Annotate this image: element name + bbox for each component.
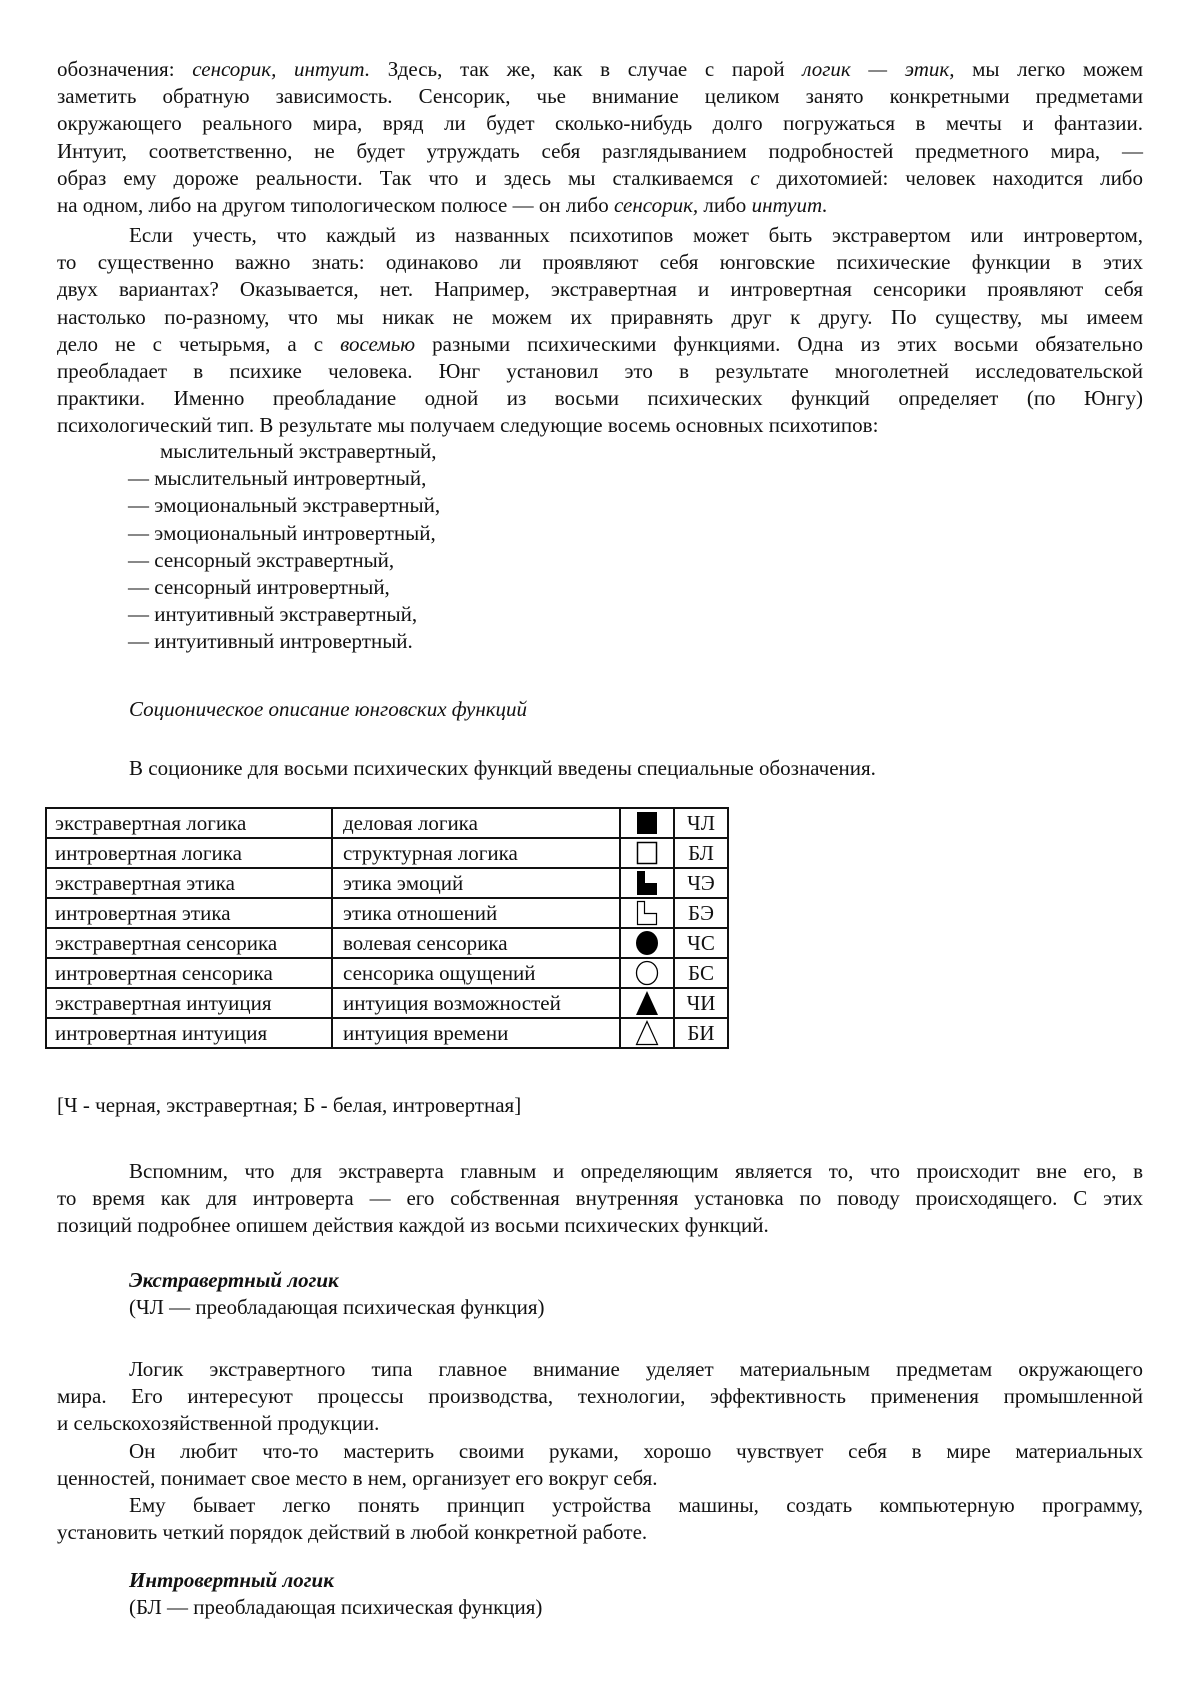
jung-function-cell: экстравертная интуиция bbox=[46, 988, 332, 1018]
text: психологический тип. В результате мы получаем следующие восемь основных психотипов: bbox=[57, 413, 879, 438]
table-row bbox=[46, 808, 728, 838]
text-line bbox=[57, 1438, 1143, 1465]
text: либо bbox=[698, 192, 752, 217]
text-line bbox=[57, 83, 1143, 110]
table-row bbox=[46, 1018, 728, 1048]
text: Вспомним, что для экстраверта главным и определяющим является то, что происходит вне его, в bbox=[129, 1159, 1143, 1183]
function-code-cell: БИ bbox=[674, 1018, 728, 1048]
jung-function-cell: интровертная интуиция bbox=[46, 1018, 332, 1048]
filled-square-icon bbox=[632, 809, 662, 837]
socionic-function-cell: интуиция возможностей bbox=[332, 988, 620, 1018]
psychotype-item: — интуитивный экстравертный, bbox=[128, 602, 418, 627]
symbol-cell bbox=[620, 838, 674, 868]
paragraph-sensor-intuit bbox=[57, 56, 1143, 219]
jung-function-cell: экстравертная сенсорика bbox=[46, 928, 332, 958]
table-intro: В соционике для восьми психических функций введены специальные обозначения. bbox=[129, 756, 876, 780]
text-line bbox=[57, 331, 1143, 358]
jung-function-cell: интровертная сенсорика bbox=[46, 958, 332, 988]
socionic-function-cell: этика эмоций bbox=[332, 868, 620, 898]
emphasis: интуит. bbox=[751, 192, 828, 217]
text: дихотомией: человек находится либо bbox=[759, 165, 1143, 190]
text: окружающего реального мира, вряд ли будет сколько-нибудь долго погружаться в мечты и фантазии. bbox=[57, 111, 1143, 136]
table-row bbox=[46, 958, 728, 988]
table-row bbox=[46, 838, 728, 868]
text: Ему бывает легко понять принцип устройства машины, создать компьютерную программу, bbox=[129, 1492, 1143, 1517]
symbol-cell bbox=[620, 898, 674, 928]
socionic-function-cell: деловая логика bbox=[332, 808, 620, 838]
symbol-cell bbox=[620, 808, 674, 838]
psychotype-item: мыслительный экстравертный, bbox=[160, 439, 437, 463]
text: на одном, либо на другом типологическом полюсе — он либо bbox=[57, 192, 614, 217]
filled-triangle-icon bbox=[632, 989, 662, 1017]
psychotype-item: — мыслительный интровертный, bbox=[128, 466, 427, 491]
table-row bbox=[46, 868, 728, 898]
section-body-extravert-logic bbox=[57, 1356, 1143, 1546]
function-code-cell: ЧЭ bbox=[674, 868, 728, 898]
text-line bbox=[57, 56, 1143, 83]
text: практики. Именно преобладание одной из восьми психических функций определяет (по Юнгу) bbox=[57, 386, 1143, 411]
socionic-function-cell: интуиция времени bbox=[332, 1018, 620, 1048]
text-line bbox=[57, 1492, 1143, 1519]
text: настолько по-разному, что мы никак не можем их приравнять друг к другу. По существу, мы имеем bbox=[57, 304, 1143, 329]
symbol-cell bbox=[620, 958, 674, 988]
paragraph-extravert-introvert bbox=[57, 1158, 1143, 1240]
symbol-cell bbox=[620, 1018, 674, 1048]
paragraph-eight-functions bbox=[57, 222, 1143, 440]
psychotype-item: — интуитивный интровертный. bbox=[128, 629, 413, 654]
socionic-function-cell: волевая сенсорика bbox=[332, 928, 620, 958]
text: установить четкий порядок действий в любой конкретной работе. bbox=[57, 1520, 648, 1545]
text: двух вариантах? Оказывается, нет. Например, экстравертная и интровертная сенсорики проявляют себя bbox=[57, 277, 1143, 302]
jung-function-cell: интровертная этика bbox=[46, 898, 332, 928]
outline-triangle-icon bbox=[632, 1019, 662, 1047]
text: позиций подробнее опишем действия каждой из восьми психических функций. bbox=[57, 1213, 769, 1238]
text: разными психическими функциями. Одна из этих восьми обязательно bbox=[415, 331, 1143, 356]
table-row bbox=[46, 898, 728, 928]
function-code-cell: БС bbox=[674, 958, 728, 988]
function-code-cell: ЧЛ bbox=[674, 808, 728, 838]
body-paragraph bbox=[57, 1356, 1143, 1438]
text: Логик экстравертного типа главное внимание уделяет материальным предметам окружающего bbox=[129, 1357, 1143, 1381]
text: и сельскохозяйственной продукции. bbox=[57, 1411, 380, 1436]
text-line bbox=[57, 385, 1143, 412]
emphasis: логик — этик, bbox=[802, 57, 955, 81]
socionic-function-cell: этика отношений bbox=[332, 898, 620, 928]
emphasis: сенсорик, bbox=[614, 192, 699, 217]
jung-function-cell: интровертная логика bbox=[46, 838, 332, 868]
emphasis: восемью bbox=[340, 331, 416, 356]
text-line bbox=[57, 412, 1143, 439]
function-code-cell: ЧИ bbox=[674, 988, 728, 1018]
text-line bbox=[57, 276, 1143, 303]
table-row bbox=[46, 988, 728, 1018]
psychotype-item: — эмоциональный интровертный, bbox=[128, 520, 436, 545]
section-subtitle-introvert-logic: (БЛ — преобладающая психическая функция) bbox=[129, 1595, 543, 1619]
emphasis: сенсорик, интуит. bbox=[192, 57, 371, 81]
text-line bbox=[57, 165, 1143, 192]
table-row bbox=[46, 928, 728, 958]
text-line bbox=[57, 358, 1143, 385]
text-line bbox=[57, 1356, 1143, 1383]
text-line bbox=[57, 1158, 1143, 1185]
emphasis: с bbox=[750, 165, 760, 190]
symbol-cell bbox=[620, 868, 674, 898]
text-line bbox=[57, 1465, 1143, 1492]
text: мира. Его интересуют процессы производства, технологии, эффективность применения промышленной bbox=[57, 1384, 1143, 1409]
text: мы легко можем bbox=[954, 57, 1143, 81]
text: Интуит, соответственно, не будет утруждать себя разглядыванием подробностей предметного мира, — bbox=[57, 138, 1143, 163]
psychotype-item: — сенсорный интровертный, bbox=[128, 574, 390, 599]
body-paragraph bbox=[57, 1492, 1143, 1546]
text: Если учесть, что каждый из названных психотипов может быть экстравертом или интровертом, bbox=[129, 223, 1143, 247]
psychotype-item: — эмоциональный экстравертный, bbox=[128, 493, 441, 518]
text: ценностей, понимает свое место в нем, организует его вокруг себя. bbox=[57, 1465, 658, 1490]
section-title-introvert-logic: Интровертный логик bbox=[129, 1568, 334, 1592]
text: дело не с четырьмя, а с bbox=[57, 331, 341, 356]
text: обозначения: bbox=[57, 57, 193, 81]
psychotype-list bbox=[128, 438, 728, 656]
jung-function-cell: экстравертная логика bbox=[46, 808, 332, 838]
text: образ ему дороже реальности. Так что и здесь мы сталкиваемся bbox=[57, 165, 751, 190]
jung-function-cell: экстравертная этика bbox=[46, 868, 332, 898]
function-code-cell: БЛ bbox=[674, 838, 728, 868]
section-heading: Соционическое описание юнговских функций bbox=[129, 697, 528, 721]
function-code-cell: БЭ bbox=[674, 898, 728, 928]
function-code-cell: ЧС bbox=[674, 928, 728, 958]
socionic-function-cell: структурная логика bbox=[332, 838, 620, 868]
functions-table bbox=[45, 807, 729, 1049]
text-line bbox=[57, 1410, 1143, 1437]
text-line bbox=[57, 304, 1143, 331]
filled-l-shape-icon bbox=[632, 869, 662, 897]
text-line bbox=[57, 1383, 1143, 1410]
text: заметить обратную зависимость. Сенсорик, чье внимание целиком занято конкретными предметами bbox=[57, 84, 1143, 109]
psychotype-item: — сенсорный экстравертный, bbox=[128, 547, 395, 572]
text: Он любит что-то мастерить своими руками, хорошо чувствует себя в мире материальных bbox=[129, 1438, 1143, 1463]
text: то существенно важно знать: одинаково ли проявляют себя юнговские психические функции в этих bbox=[57, 250, 1143, 275]
section-title-extravert-logic: Экстравертный логик bbox=[129, 1268, 339, 1292]
text-line bbox=[57, 138, 1143, 165]
text-line bbox=[57, 110, 1143, 137]
text-line bbox=[57, 192, 1143, 219]
filled-circle-icon bbox=[632, 929, 662, 957]
socionic-function-cell: сенсорика ощущений bbox=[332, 958, 620, 988]
body-paragraph bbox=[57, 1438, 1143, 1492]
text-line bbox=[57, 249, 1143, 276]
symbol-cell bbox=[620, 988, 674, 1018]
outline-l-shape-icon bbox=[632, 899, 662, 927]
text-line bbox=[57, 1185, 1143, 1212]
text-line bbox=[57, 1212, 1143, 1239]
text-line bbox=[57, 222, 1143, 249]
text-line bbox=[57, 1519, 1143, 1546]
text: Здесь, так же, как в случае с парой bbox=[370, 57, 803, 81]
text: то время как для интроверта — его собственная внутренняя установка по поводу происходящего. С этих bbox=[57, 1186, 1143, 1211]
text: преобладает в психике человека. Юнг установил это в результате многолетней исследовательской bbox=[57, 358, 1143, 383]
symbol-cell bbox=[620, 928, 674, 958]
table-legend: [Ч - черная, экстравертная; Б - белая, интровертная] bbox=[57, 1093, 522, 1117]
outline-square-icon bbox=[632, 839, 662, 867]
outline-circle-icon bbox=[632, 959, 662, 987]
section-subtitle-extravert-logic: (ЧЛ — преобладающая психическая функция) bbox=[129, 1295, 545, 1319]
